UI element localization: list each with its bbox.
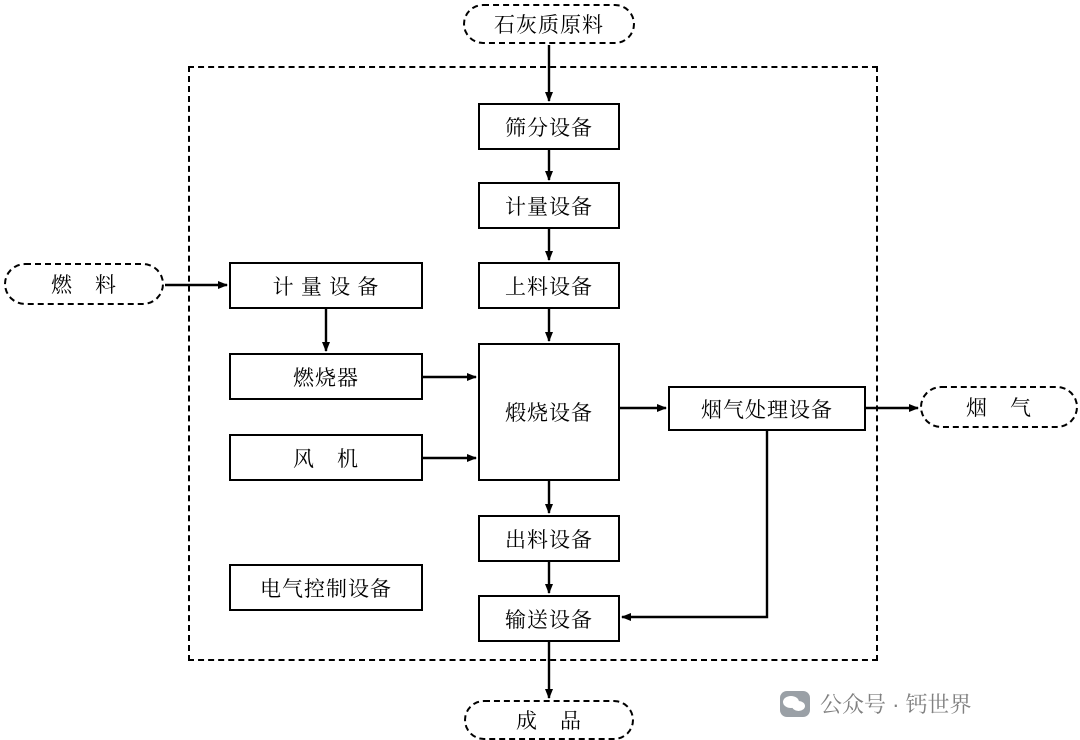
terminal-flue-gas xyxy=(920,386,1078,428)
node-calcining-equipment xyxy=(478,343,620,481)
node-electrical-control-equipment xyxy=(229,564,423,611)
wechat-icon xyxy=(780,691,810,717)
node-flue-gas-treatment-equipment-label: 烟气处理设备 xyxy=(701,397,833,422)
terminal-fuel-label: 燃 料 xyxy=(51,273,117,297)
node-screening-equipment xyxy=(478,103,620,150)
node-discharge-equipment xyxy=(478,515,620,562)
terminal-raw-material xyxy=(463,4,635,44)
node-burner xyxy=(229,353,423,400)
node-metering-equipment-label: 计量设备 xyxy=(505,194,593,219)
node-burner-label: 燃烧器 xyxy=(293,365,359,390)
terminal-product xyxy=(464,700,634,740)
node-electrical-control-equipment-label: 电气控制设备 xyxy=(260,576,392,601)
node-conveying-equipment xyxy=(478,595,620,642)
node-calcining-equipment-label: 煅烧设备 xyxy=(505,401,593,425)
terminal-product-label: 成 品 xyxy=(516,709,582,733)
node-conveying-equipment-label: 输送设备 xyxy=(505,607,593,632)
node-fan xyxy=(229,434,423,481)
watermark-text: 公众号 · 钙世界 xyxy=(820,692,972,717)
node-flue-gas-treatment-equipment xyxy=(668,386,866,431)
node-fuel-metering-equipment xyxy=(229,262,423,309)
node-screening-equipment-label: 筛分设备 xyxy=(505,115,593,140)
node-discharge-equipment-label: 出料设备 xyxy=(505,527,593,552)
terminal-fuel xyxy=(4,263,164,305)
node-fan-label: 风 机 xyxy=(293,446,359,471)
terminal-flue-gas-label: 烟 气 xyxy=(966,396,1032,420)
node-fuel-metering-equipment-label: 计 量 设 备 xyxy=(272,274,380,299)
node-feeding-equipment xyxy=(478,262,620,309)
node-metering-equipment xyxy=(478,182,620,229)
node-feeding-equipment-label: 上料设备 xyxy=(505,274,593,299)
terminal-raw-material-label: 石灰质原料 xyxy=(494,13,604,37)
watermark xyxy=(780,688,972,719)
